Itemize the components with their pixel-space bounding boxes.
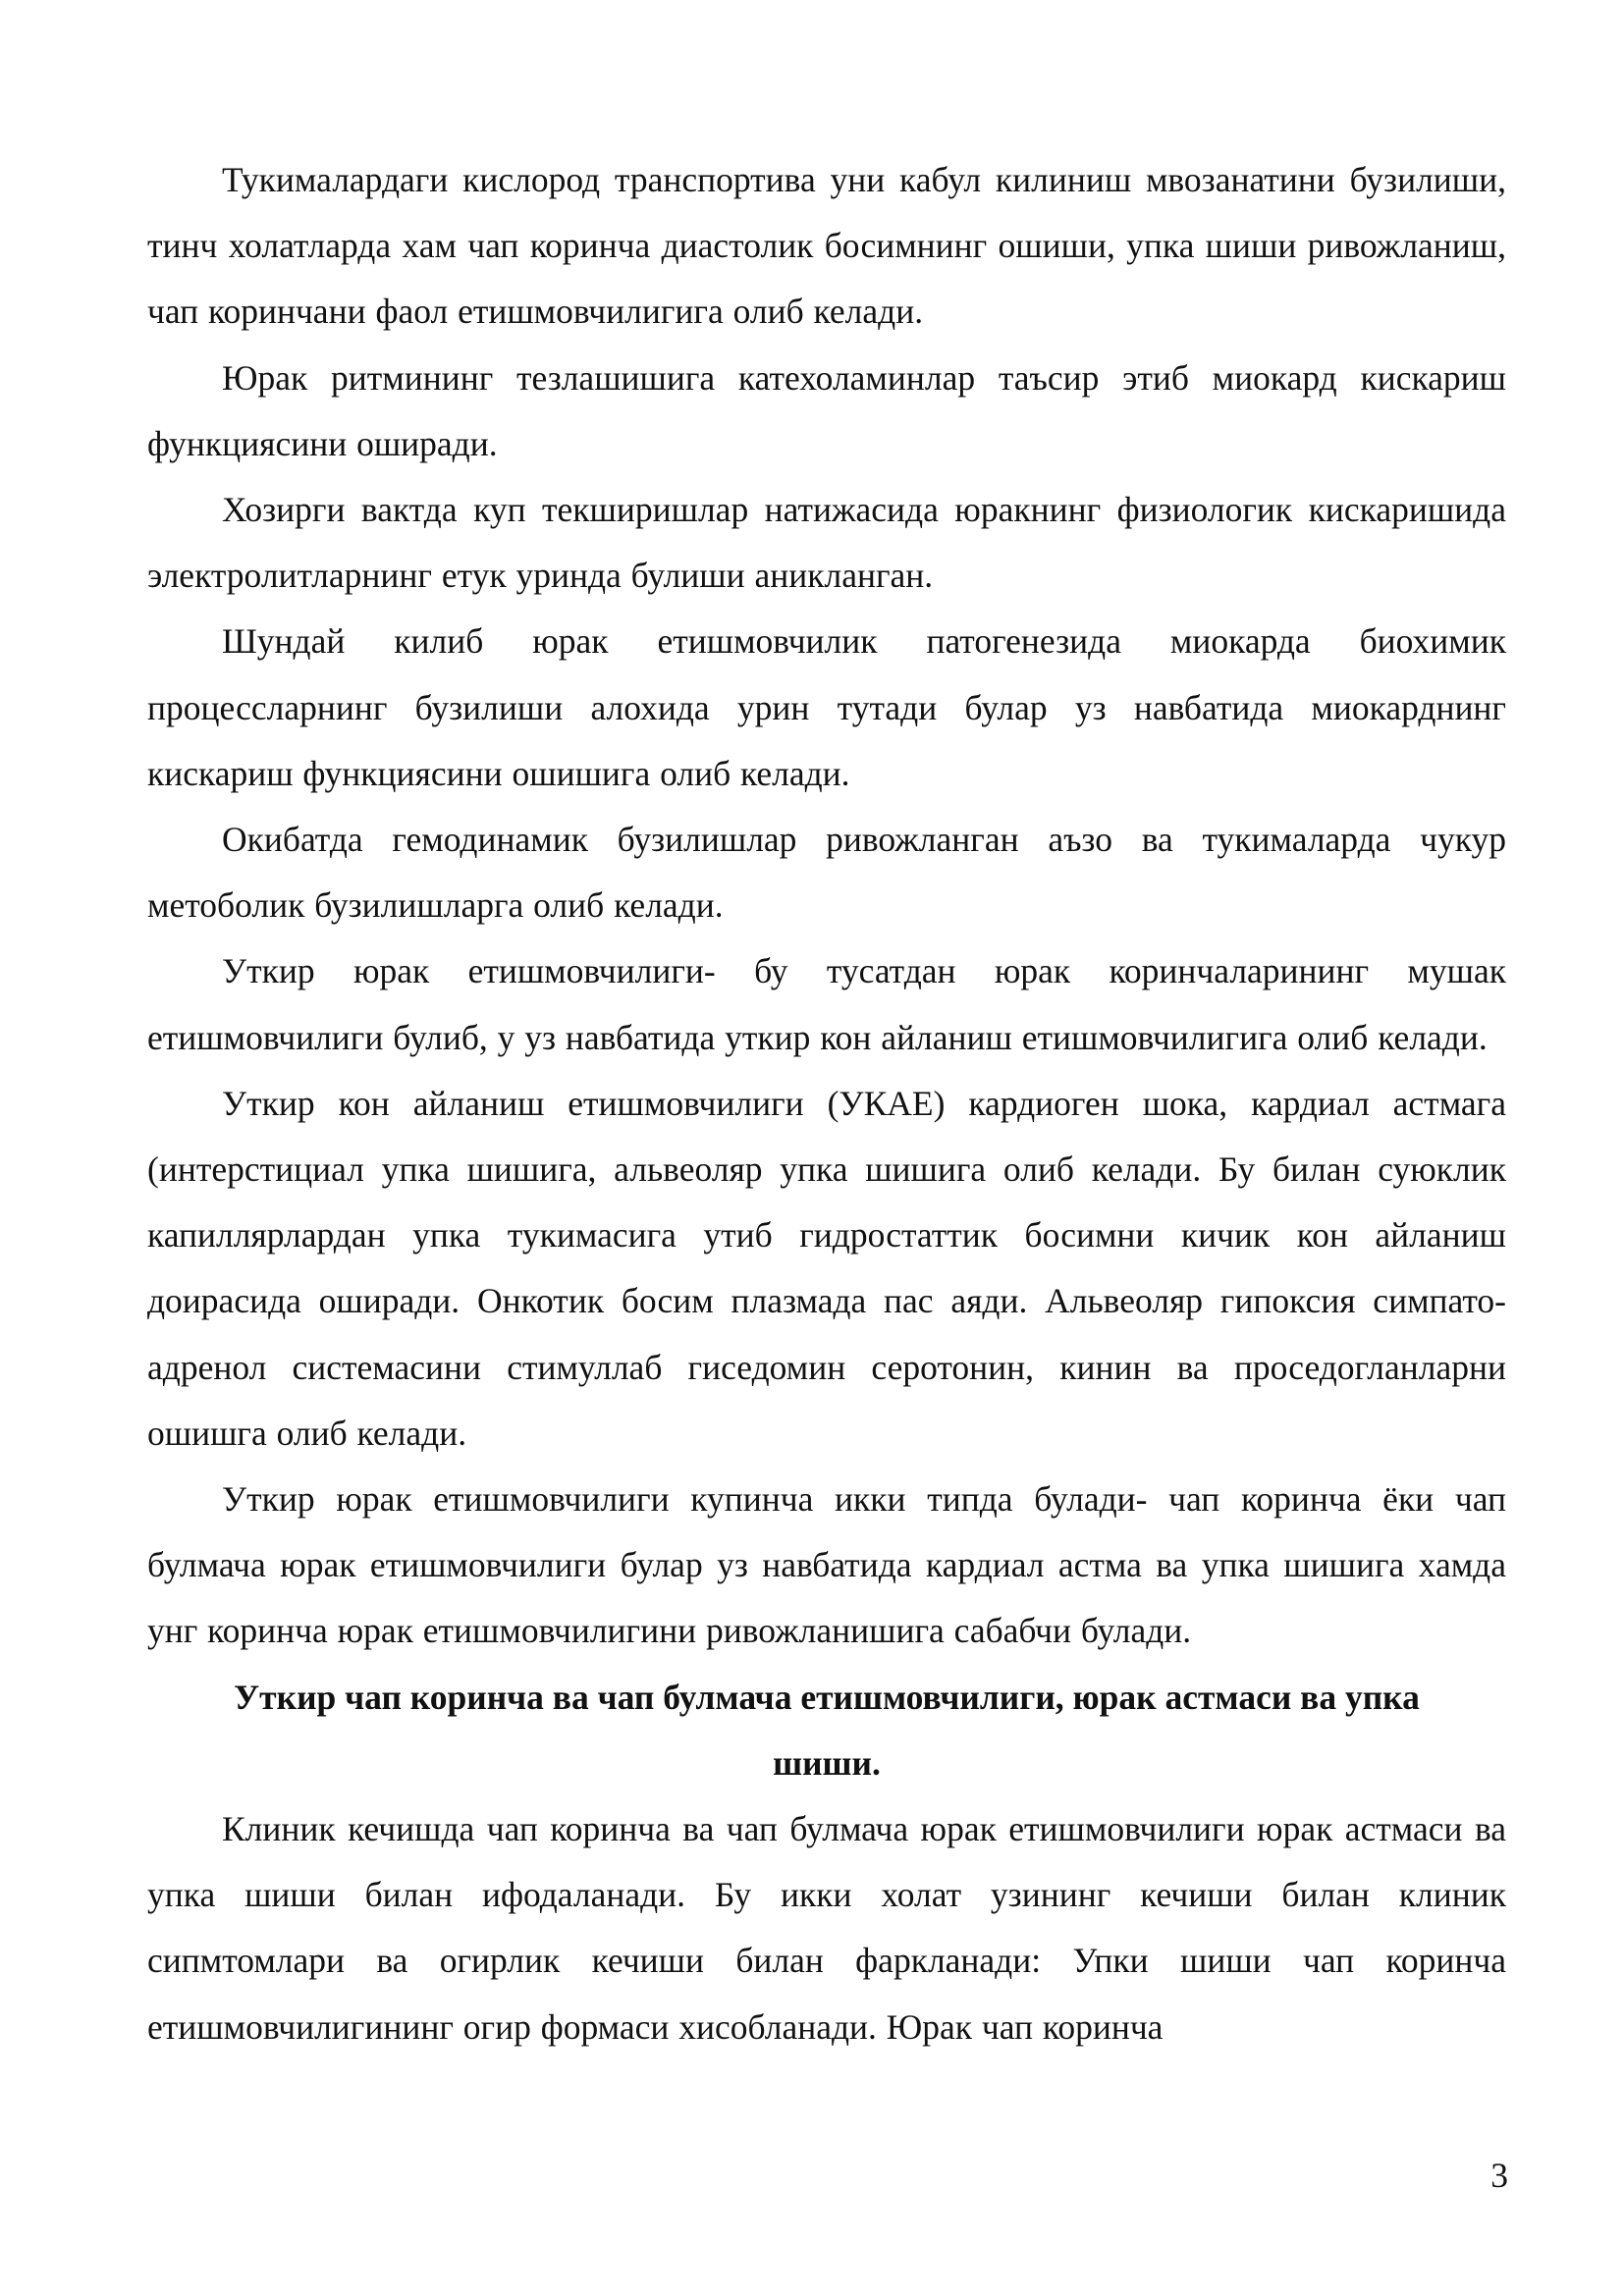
paragraph-2: Юрак ритмининг тезлашишига катехоламинлар таъсир этиб миокард кискариш функциясини оширади. xyxy=(147,357,1506,463)
paragraph-8: Уткир юрак етишмовчилиги купинча икки типда булади- чап коринча ёки чап булмача юрак етишмовчилиги булар уз навбатида кардиал астма ва упка шишига хамда унг коринча юрак етишмовчилигини ривожланишига сабабчи булади. xyxy=(147,1479,1506,1651)
page-number: 3 xyxy=(1490,2156,1508,2195)
section-heading: Уткир чап коринча ва чап булмача етишмовчилиги, юрак астмаси ва упка шиши. xyxy=(234,1677,1420,1783)
paragraph-1: Тукималардаги кислород транспортива уни кабул килиниш мвозанатини бузилиши, тинч холатларда хам чап коринча диастолик босимнинг ошиши, упка шиши ривожланиш, чап коринчани фаол етишмовчилигига олиб келади. xyxy=(147,160,1506,332)
paragraph-9: Клиник кечишда чап коринча ва чап булмача юрак етишмовчилиги юрак астмаси ва упка шиши билан ифодаланади. Бу икки холат узининг кечиши билан клиник сипмтомлари ва огирлик кечиши билан фаркланади: Упки шиши чап коринча етишмовчилигининг огир формаси хисобланади. Юрак чап коринча xyxy=(147,1809,1506,2047)
paragraph-5: Окибатда гемодинамик бузилишлар ривожланган аъзо ва тукималарда чукур метоболик бузилишларга олиб келади. xyxy=(147,820,1506,926)
paragraph-3: Хозирги вактда куп текширишлар натижасида юракнинг физиологик кискаришида электролитларнинг етук уринда булиши аникланган. xyxy=(147,490,1506,596)
paragraph-6: Уткир юрак етишмовчилиги- бу тусатдан юрак коринчаларининг мушак етишмовчилиги булиб, у уз навбатида уткир кон айланиш етишмовчилигига олиб келади. xyxy=(147,951,1506,1057)
paragraph-7: Уткир кон айланиш етишмовчилиги (УКАЕ) кардиоген шока, кардиал астмага (интерстициал упка шишига, альвеоляр упка шишига олиб келади. Бу билан суюклик капиллярлардан упка тукимасига утиб гидростаттик босимни кичик кон айланиш доирасида оширади. Онкотик босим плазмада пас аяди. Альвеоляр гипоксия симпато-адренол системасини стимуллаб гиседомин серотонин, кинин ва проседогланларни ошишга олиб келади. xyxy=(147,1083,1506,1453)
paragraph-4: Шундай килиб юрак етишмовчилик патогенезида миокарда биохимик процессларнинг бузилиши алохида урин тутади булар уз навбатида миокарднинг кискариш функциясини ошишига олиб келади. xyxy=(147,621,1506,793)
